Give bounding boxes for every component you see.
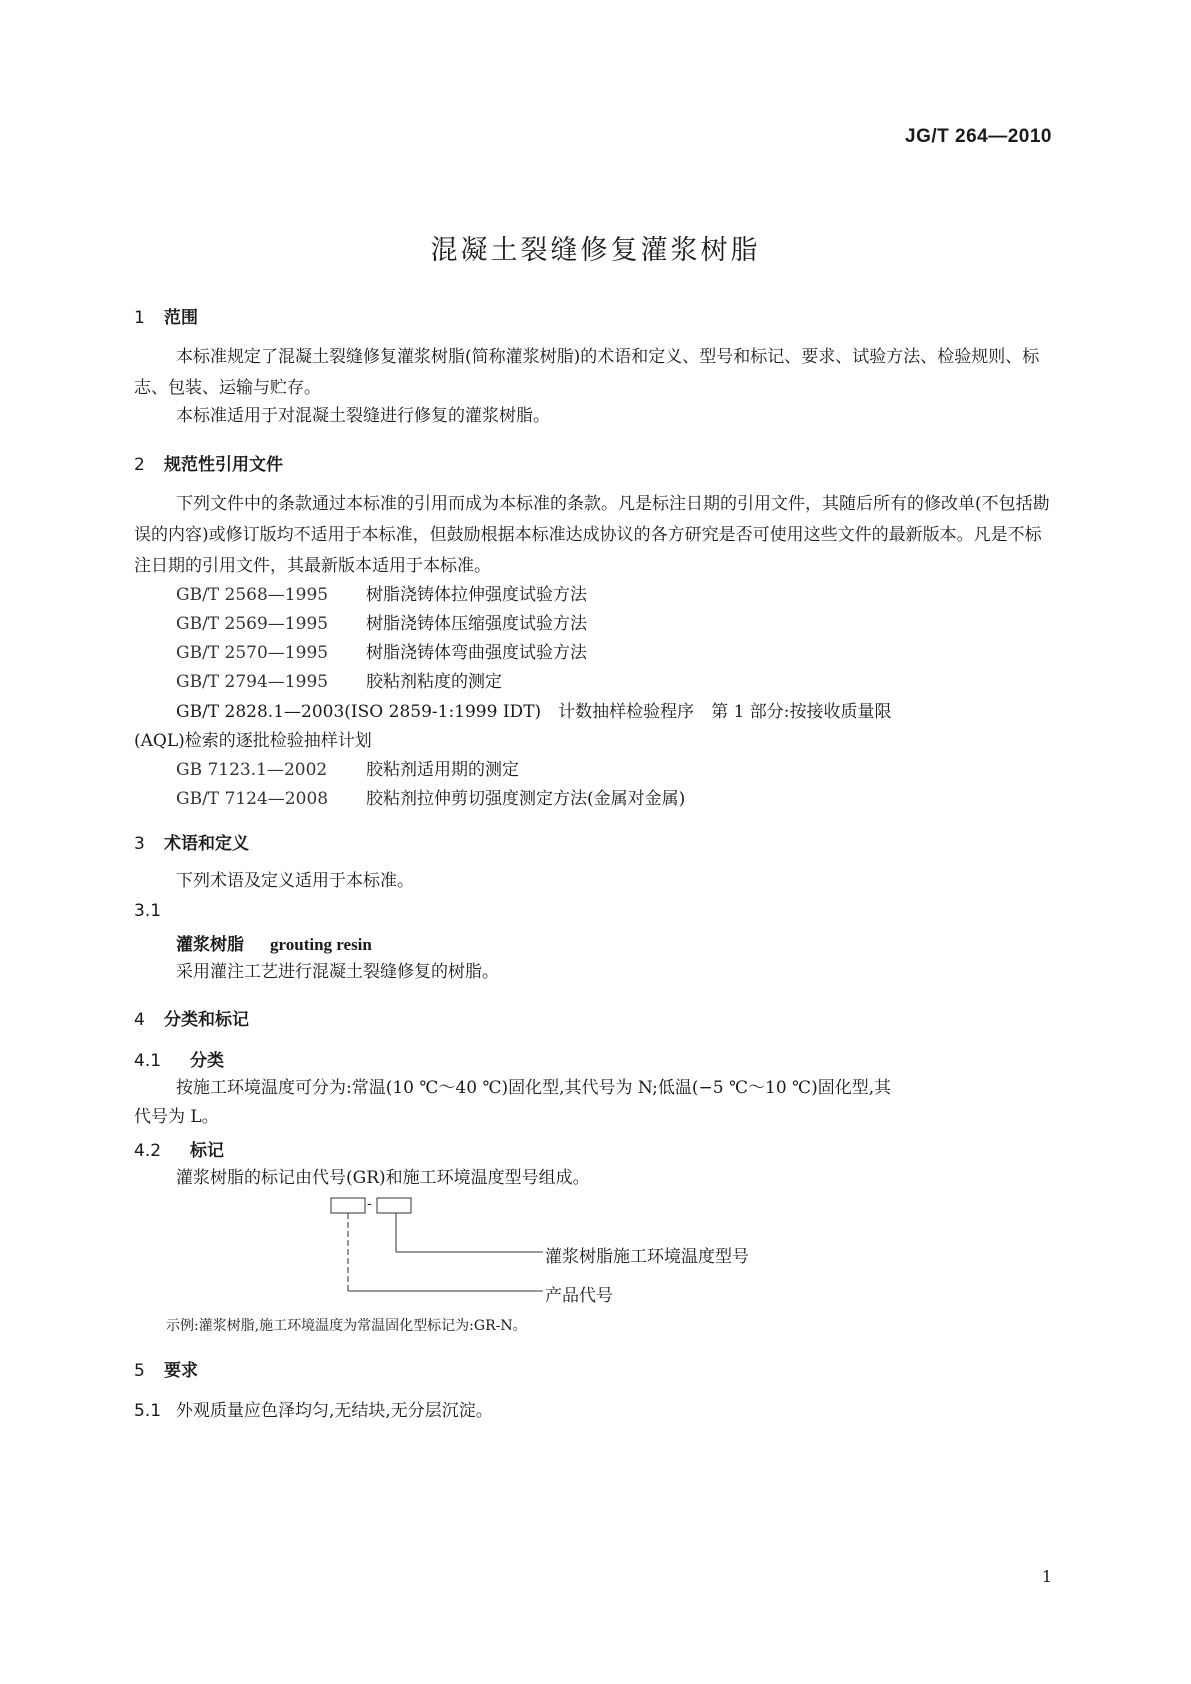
- standard-code: JG/T 264—2010: [905, 126, 1052, 147]
- reference-code: GB/T 2568—1995: [176, 585, 329, 605]
- page-title: 混凝土裂缝修复灌浆树脂: [430, 235, 761, 266]
- diagram-label-temperature-type: 灌浆树脂施工环境温度型号: [545, 1247, 749, 1267]
- requirement-5-1-text: 外观质量应色泽均匀,无结块,无分层沉淀。: [176, 1401, 493, 1421]
- diagram-box-product-code: [331, 1198, 365, 1213]
- requirement-5-1-number: 5.1: [134, 1401, 162, 1421]
- term-definition: 采用灌注工艺进行混凝土裂缝修复的树脂。: [176, 962, 499, 982]
- section-5-title: 要求: [164, 1361, 198, 1381]
- subsection-4-2-title: 标记: [190, 1141, 224, 1161]
- reference-code: GB/T 2794—1995: [176, 672, 329, 692]
- section-5-heading: [134, 1356, 198, 1381]
- classification-line-1: 按施工环境温度可分为:常温(10 ℃～40 ℃)固化型,其代号为 N;低温(−5 ℃～10 ℃)固化型,其: [176, 1078, 892, 1098]
- term-chinese: 灌浆树脂: [176, 935, 244, 955]
- section-4-title: 分类和标记: [164, 1010, 249, 1030]
- reference-title: 胶粘剂拉伸剪切强度测定方法(金属对金属): [366, 789, 686, 809]
- reference-title: 胶粘剂粘度的测定: [366, 672, 502, 692]
- diagram-label-product-code: 产品代号: [545, 1286, 613, 1306]
- classification-line-2: 代号为 L。: [134, 1107, 219, 1127]
- reference-title: 胶粘剂适用期的测定: [366, 760, 519, 780]
- marking-example: 示例:灌浆树脂,施工环境温度为常温固化型标记为:GR-N。: [166, 1318, 527, 1334]
- reference-title: 树脂浇铸体弯曲强度试验方法: [366, 643, 587, 663]
- reference-code: GB/T 7124—2008: [176, 789, 329, 809]
- reference-item-gbt2828-line2: (AQL)检索的逐批检验抽样计划: [134, 731, 372, 751]
- section-3-title: 术语和定义: [164, 834, 249, 854]
- requirement-5-1: [134, 1396, 1058, 1427]
- diagram-box-temperature-type: [377, 1198, 411, 1213]
- reference-code: GB 7123.1—2002: [176, 760, 328, 780]
- subsection-4-1-title: 分类: [190, 1051, 224, 1071]
- subsection-3-1-number: 3.1: [134, 901, 162, 921]
- section-4-number: 4: [134, 1010, 145, 1030]
- reference-item-gbt2828-line1: GB/T 2828.1—2003(ISO 2859-1:1999 IDT) 计数抽样检验程序 第 1 部分:按接收质量限: [176, 702, 892, 722]
- subsection-4-2-number: 4.2: [134, 1141, 162, 1161]
- section-2-number: 2: [134, 455, 145, 475]
- reference-code: GB/T 2569—1995: [176, 614, 329, 634]
- marking-paragraph: 灌浆树脂的标记由代号(GR)和施工环境温度型号组成。: [176, 1168, 590, 1188]
- reference-code: GB/T 2570—1995: [176, 643, 329, 663]
- section-2-paragraph-1: 下列文件中的条款通过本标准的引用而成为本标准的条款。凡是标注日期的引用文件，其随后所有的修改单(不包括勘误的内容)或修订版均不适用于本标准，但鼓励根据本标准达成协议的各方研究是否可使用这些文件的最新版本。凡是不标注日期的引用文件，其最新版本适用于本标准。: [134, 494, 1050, 576]
- reference-title: 树脂浇铸体压缩强度试验方法: [366, 614, 587, 634]
- diagram-dash: -: [367, 1196, 372, 1212]
- section-1-title: 范围: [164, 308, 198, 328]
- section-2-title: 规范性引用文件: [164, 455, 283, 475]
- section-1-number: 1: [134, 308, 145, 328]
- section-1-paragraph-1: 本标准规定了混凝土裂缝修复灌浆树脂(简称灌浆树脂)的术语和定义、型号和标记、要求、试验方法、检验规则、标志、包装、运输与贮存。: [134, 347, 1040, 398]
- subsection-4-1-number: 4.1: [134, 1051, 162, 1071]
- section-5-number: 5: [134, 1361, 145, 1381]
- reference-title: 树脂浇铸体拉伸强度试验方法: [366, 585, 587, 605]
- section-3-number: 3: [134, 834, 145, 854]
- page-number: 1: [1041, 1567, 1052, 1586]
- term-english: grouting resin: [270, 935, 372, 954]
- section-3-paragraph-1: 下列术语及定义适用于本标准。: [176, 871, 414, 891]
- section-1-paragraph-2: 本标准适用于对混凝土裂缝进行修复的灌浆树脂。: [176, 406, 550, 426]
